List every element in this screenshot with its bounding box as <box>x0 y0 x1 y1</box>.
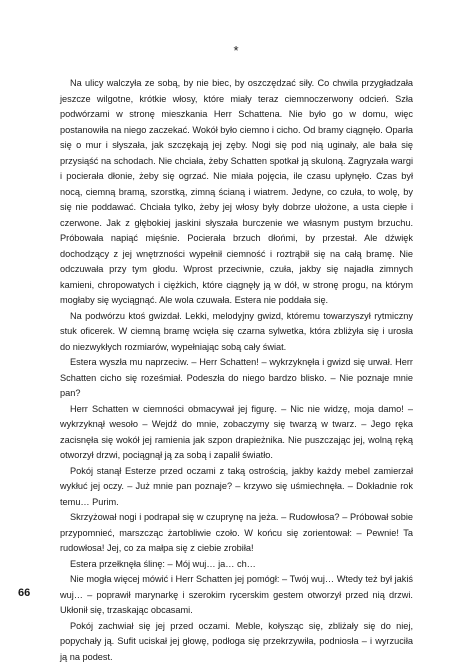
section-separator: * <box>0 44 472 58</box>
paragraph: Pokój zachwiał się jej przed oczami. Meble, kołysząc się, zbliżały się do niej, popychały ją. Sufit uciskał jej głowę, podłoga się przekrzywiła, podniosła – i wyrzuciła ją na podest. <box>60 619 413 665</box>
page-number: 66 <box>18 586 30 600</box>
paragraph: Na ulicy walczyła ze sobą, by nie biec, by oszczędzać siły. Co chwila przygładzała jeszcze wilgotne, krótkie włosy, które miały teraz ciemnoczerwony odcień. Szła podwórzami w stronę mieszkania Herr Schattena. Nie było go w domu, więc postanowiła na niego zaczekać. Wokół było ciemno i cicho. Od bramy ciągnęło. Oparła się o mur i słyszała, jak szczękają jej zęby. Nogi się pod nią uginały, ale bała się przysiąść na schodach. Nie chciała, żeby Schatten spotkał ją skuloną. Zagryzała wargi i pocierała dłonie, żeby się ogrzać. Nie miała pojęcia, ile czasu upłynęło. Czas był nocą, ciemną bramą, szorstką, zimną ścianą i wiatrem. Jedyne, co czuła, to wolę, by się nie poddawać. Chciała tylko, żeby jej włosy były dobrze ułożone, a usta ciepłe i czerwone. Jak z głębokiej jaskini słyszała burczenie we własnym pustym brzuchu. Próbowała napiąć mięśnie. Pocierała brzuch dłońmi, by przestał. Ale dźwięk dochodzący z jej wnętrzności wypełnił ciemność i roztrąbił się na całą bramę. Nie odczuwała przy tym głodu. Wprost przeciwnie, czuła, jakby się najadła zimnych kamieni, chropowatych i ciężkich, które ciągnęły ją w dół, w stronę progu, na którym mogłaby się wyciągnąć. Ale wola czuwała. Estera nie poddała się. <box>60 76 413 309</box>
paragraph: Nie mogła więcej mówić i Herr Schatten jej pomógł: – Twój wuj… Wtedy też był jakiś wuj… – poprawił marynarkę i szerokim rycerskim gestem otworzył przed nią drzwi. Ukłonił się, trzaskając obcasami. <box>60 572 413 619</box>
paragraph: Na podwórzu ktoś gwizdał. Lekki, melodyjny gwizd, któremu towarzyszył rytmiczny stuk oficerek. W ciemną bramę wcięła się czarna sylwetka, która zbliżyła się i urosła do niezwykłych rozmiarów, wypełniając sobą cały świat. <box>60 309 413 356</box>
paragraph: Skrzyżował nogi i podrapał się w czuprynę na jeża. – Rudowłosa? – Próbował sobie przypomnieć, marszcząc żartobliwie czoło. W końcu się zorientował: – Pewnie! Ta rudowłosa! Jej, co za małpa się z ciebie zrobiła! <box>60 510 413 557</box>
paragraph: Estera wyszła mu naprzeciw. – Herr Schatten! – wykrzyknęła i gwizd się urwał. Herr Schatten cicho się roześmiał. Podeszła do niego bardzo blisko. – Nie poznaje mnie pan? <box>60 355 413 402</box>
body-text <box>60 76 413 665</box>
paragraph: Estera przełknęła ślinę: – Mój wuj… ja… ch… <box>60 557 413 573</box>
paragraph: Herr Schatten w ciemności obmacywał jej figurę. – Nic nie widzę, moja damo! – wykrzyknął wesoło – Wejdź do mnie, zobaczymy się twarzą w twarz. – Jego ręka zacisnęła się wokół jej ramienia jak szpon drapieżnika. Nie puszczając jej, wolną ręką otworzył drzwi, pociągnął ją za sobą i zapalił światło. <box>60 402 413 464</box>
paragraph: Pokój stanął Esterze przed oczami z taką ostrością, jakby każdy mebel zamierzał wykłuć jej oczy. – Już mnie pan poznaje? – krzywo się uśmiechnęła. – Dokładnie rok temu… Purim. <box>60 464 413 511</box>
